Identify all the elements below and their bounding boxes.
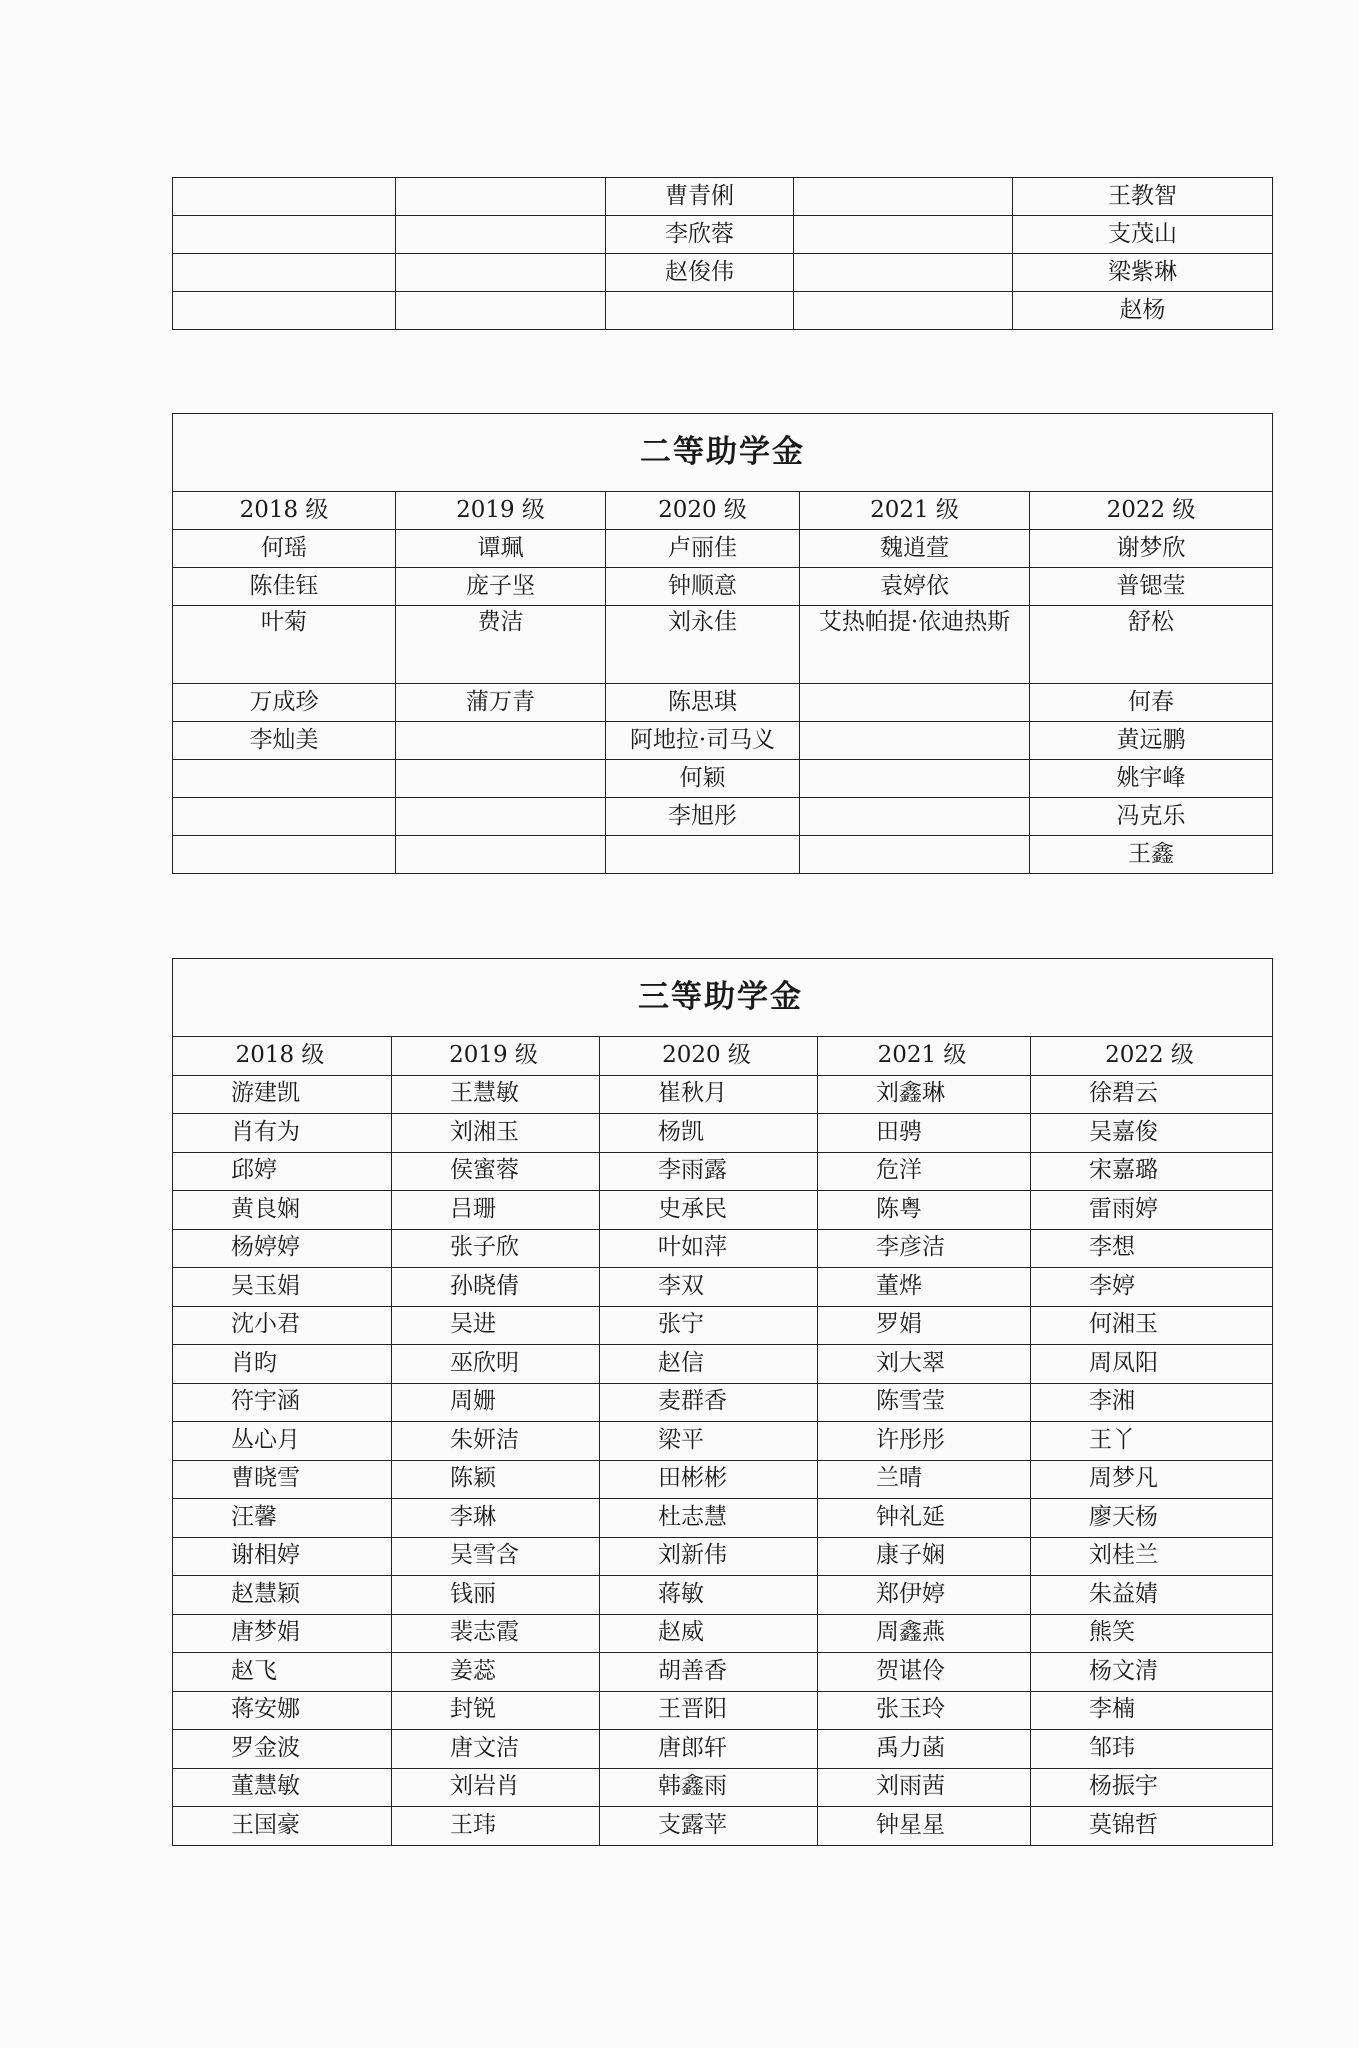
- header-row: [173, 492, 1273, 530]
- table-cell: 刘新伟: [600, 1537, 818, 1576]
- table-row: [173, 1460, 1273, 1499]
- table-cell: 庞子坚: [396, 568, 606, 606]
- table-cell: 周鑫燕: [818, 1614, 1031, 1653]
- table-cell: 杨凯: [600, 1114, 818, 1153]
- table-cell: 陈粤: [818, 1191, 1031, 1230]
- table-cell: 唐郎轩: [600, 1730, 818, 1769]
- column-header: 2019 级: [396, 492, 606, 530]
- table-cell: 张玉玲: [818, 1691, 1031, 1730]
- t3-body: [173, 959, 1273, 1846]
- table-cell: 杨婷婷: [173, 1229, 392, 1268]
- table-row: [173, 1383, 1273, 1422]
- column-header: 2020 级: [600, 1037, 818, 1076]
- table-row: [173, 1653, 1273, 1692]
- table-row: [173, 1537, 1273, 1576]
- table-cell: 裴志霞: [392, 1614, 600, 1653]
- table-cell: [396, 292, 606, 330]
- table-cell: 周梦凡: [1031, 1460, 1273, 1499]
- column-header: 2018 级: [173, 1037, 392, 1076]
- table-row: [173, 1152, 1273, 1191]
- table-row: [173, 530, 1273, 568]
- table-row: [173, 1345, 1273, 1384]
- table-cell: 陈雪莹: [818, 1383, 1031, 1422]
- column-header: 2021 级: [818, 1037, 1031, 1076]
- table-row: [173, 760, 1273, 798]
- table-row: [173, 216, 1273, 254]
- table-cell: 钟星星: [818, 1807, 1031, 1846]
- table-cell: 刘岩肖: [392, 1768, 600, 1807]
- table-cell: 吴雪含: [392, 1537, 600, 1576]
- table-cell: 贺谌伶: [818, 1653, 1031, 1692]
- table-cell: 赵威: [600, 1614, 818, 1653]
- header-row: [173, 1037, 1273, 1076]
- table-cell: 万成珍: [173, 684, 396, 722]
- table-cell: [173, 760, 396, 798]
- table-cell: 孙晓倩: [392, 1268, 600, 1307]
- table-cell: 冯克乐: [1030, 798, 1273, 836]
- table-row: [173, 836, 1273, 874]
- table-cell: 叶如萍: [600, 1229, 818, 1268]
- table-cell: 汪馨: [173, 1499, 392, 1538]
- table-cell: [800, 760, 1030, 798]
- table-row: [173, 1730, 1273, 1769]
- table-cell: 李灿美: [173, 722, 396, 760]
- table-row: [173, 1191, 1273, 1230]
- table-cell: 曹晓雪: [173, 1460, 392, 1499]
- table-cell: 唐文洁: [392, 1730, 600, 1769]
- table-cell: 普锶莹: [1030, 568, 1273, 606]
- column-header: 2018 级: [173, 492, 396, 530]
- second-grant-table: [172, 413, 1273, 874]
- table-cell: 王教智: [1013, 178, 1273, 216]
- table-cell: 李雨露: [600, 1152, 818, 1191]
- table-cell: 吴玉娟: [173, 1268, 392, 1307]
- table-cell: [396, 254, 606, 292]
- table-cell: 肖有为: [173, 1114, 392, 1153]
- table-cell: 王晋阳: [600, 1691, 818, 1730]
- table-cell: 姚宇峰: [1030, 760, 1273, 798]
- table-cell: 姜蕊: [392, 1653, 600, 1692]
- t2-body: [173, 414, 1273, 874]
- table-cell: 符宇涵: [173, 1383, 392, 1422]
- table-cell: 袁婷依: [800, 568, 1030, 606]
- table-cell: 禹力菡: [818, 1730, 1031, 1769]
- table-cell: 何湘玉: [1031, 1306, 1273, 1345]
- table-cell: 唐梦娟: [173, 1614, 392, 1653]
- table-cell: 陈佳钰: [173, 568, 396, 606]
- table-cell: [800, 684, 1030, 722]
- table-cell: 王慧敏: [392, 1075, 600, 1114]
- table-cell: [396, 836, 606, 874]
- table-cell: 李旭彤: [606, 798, 800, 836]
- table-cell: [173, 254, 396, 292]
- table-row: [173, 1422, 1273, 1461]
- table-cell: 支茂山: [1013, 216, 1273, 254]
- column-header: 2019 级: [392, 1037, 600, 1076]
- table-cell: 舒松: [1030, 606, 1273, 684]
- table-cell: 沈小君: [173, 1306, 392, 1345]
- table-cell: 吴嘉俊: [1031, 1114, 1273, 1153]
- table-cell: 游建凯: [173, 1075, 392, 1114]
- table-cell: 卢丽佳: [606, 530, 800, 568]
- first-grant-table-continued: [172, 177, 1273, 330]
- table-cell: 董慧敏: [173, 1768, 392, 1807]
- table-cell: 田骋: [818, 1114, 1031, 1153]
- table-cell: 危洋: [818, 1152, 1031, 1191]
- table-cell: 曹青俐: [606, 178, 794, 216]
- table-cell: 邱婷: [173, 1152, 392, 1191]
- table-cell: 王国豪: [173, 1807, 392, 1846]
- table-cell: 田彬彬: [600, 1460, 818, 1499]
- section-title: 二等助学金: [173, 414, 1273, 492]
- table-cell: 刘湘玉: [392, 1114, 600, 1153]
- table-cell: [800, 836, 1030, 874]
- table-cell: 罗娟: [818, 1306, 1031, 1345]
- table-cell: [396, 760, 606, 798]
- table-cell: 刘永佳: [606, 606, 800, 684]
- table-cell: 董烨: [818, 1268, 1031, 1307]
- table-row: [173, 178, 1273, 216]
- table-cell: 肖昀: [173, 1345, 392, 1384]
- table-cell: 黄良娴: [173, 1191, 392, 1230]
- table-cell: [794, 254, 1013, 292]
- table-cell: 许彤彤: [818, 1422, 1031, 1461]
- table-cell: 李彦洁: [818, 1229, 1031, 1268]
- table-cell: [794, 216, 1013, 254]
- table-cell: 钱丽: [392, 1576, 600, 1615]
- table-cell: 韩鑫雨: [600, 1768, 818, 1807]
- table-row: [173, 684, 1273, 722]
- table-cell: 周凤阳: [1031, 1345, 1273, 1384]
- table-cell: 赵飞: [173, 1653, 392, 1692]
- table-cell: 丛心月: [173, 1422, 392, 1461]
- table-cell: 徐碧云: [1031, 1075, 1273, 1114]
- table-cell: 谢梦欣: [1030, 530, 1273, 568]
- table-row: [173, 1229, 1273, 1268]
- table-cell: 李湘: [1031, 1383, 1273, 1422]
- table-cell: 李想: [1031, 1229, 1273, 1268]
- table-cell: 杨振宇: [1031, 1768, 1273, 1807]
- table-cell: 周姗: [392, 1383, 600, 1422]
- table-cell: 史承民: [600, 1191, 818, 1230]
- table-row: [173, 1075, 1273, 1114]
- table-cell: 支露苹: [600, 1807, 818, 1846]
- table-cell: 谢相婷: [173, 1537, 392, 1576]
- table-cell: 费洁: [396, 606, 606, 684]
- table-cell: 张子欣: [392, 1229, 600, 1268]
- table-cell: 何颖: [606, 760, 800, 798]
- table-cell: 廖天杨: [1031, 1499, 1273, 1538]
- table-cell: 巫欣明: [392, 1345, 600, 1384]
- section-title: 三等助学金: [173, 959, 1273, 1037]
- table-cell: 赵信: [600, 1345, 818, 1384]
- table-cell: 朱益婧: [1031, 1576, 1273, 1615]
- table-cell: 何瑶: [173, 530, 396, 568]
- table-cell: 黄远鹏: [1030, 722, 1273, 760]
- table-cell: 李欣蓉: [606, 216, 794, 254]
- table-cell: 吴进: [392, 1306, 600, 1345]
- table-cell: 兰晴: [818, 1460, 1031, 1499]
- table-cell: 杨文清: [1031, 1653, 1273, 1692]
- table-cell: 陈颖: [392, 1460, 600, 1499]
- table-cell: [800, 722, 1030, 760]
- table-cell: 罗金波: [173, 1730, 392, 1769]
- table-cell: 李双: [600, 1268, 818, 1307]
- table-cell: 钟顺意: [606, 568, 800, 606]
- table-cell: [173, 798, 396, 836]
- table-cell: 李楠: [1031, 1691, 1273, 1730]
- column-header: 2022 级: [1031, 1037, 1273, 1076]
- table-cell: 艾热帕提·依迪热斯: [800, 606, 1030, 684]
- table-cell: 张宁: [600, 1306, 818, 1345]
- table-cell: [173, 836, 396, 874]
- table-cell: 杜志慧: [600, 1499, 818, 1538]
- table-cell: 刘桂兰: [1031, 1537, 1273, 1576]
- table-cell: 钟礼延: [818, 1499, 1031, 1538]
- table-cell: 宋嘉璐: [1031, 1152, 1273, 1191]
- table-cell: 熊笑: [1031, 1614, 1273, 1653]
- table-cell: 王鑫: [1030, 836, 1273, 874]
- table-row: [173, 1306, 1273, 1345]
- table-cell: 莫锦哲: [1031, 1807, 1273, 1846]
- table-cell: 谭珮: [396, 530, 606, 568]
- table-cell: 阿地拉·司马义: [606, 722, 800, 760]
- table-cell: [396, 178, 606, 216]
- table-cell: 叶菊: [173, 606, 396, 684]
- t1-body: [173, 178, 1273, 330]
- table-cell: [173, 216, 396, 254]
- table-cell: 刘鑫琳: [818, 1075, 1031, 1114]
- table-cell: 梁紫琳: [1013, 254, 1273, 292]
- table-cell: 刘大翠: [818, 1345, 1031, 1384]
- table-cell: [606, 292, 794, 330]
- table-cell: [396, 216, 606, 254]
- table-row: [173, 568, 1273, 606]
- table-cell: 崔秋月: [600, 1075, 818, 1114]
- table-cell: 李琳: [392, 1499, 600, 1538]
- table-cell: 赵杨: [1013, 292, 1273, 330]
- table-cell: 陈思琪: [606, 684, 800, 722]
- table-cell: 蒋敏: [600, 1576, 818, 1615]
- table-row: [173, 1614, 1273, 1653]
- table-cell: 郑伊婷: [818, 1576, 1031, 1615]
- table-row: [173, 606, 1273, 684]
- table-cell: 赵慧颖: [173, 1576, 392, 1615]
- table-cell: [173, 292, 396, 330]
- table-cell: 何春: [1030, 684, 1273, 722]
- table-cell: [794, 178, 1013, 216]
- table-cell: 邹玮: [1031, 1730, 1273, 1769]
- column-header: 2020 级: [606, 492, 800, 530]
- table-cell: 李婷: [1031, 1268, 1273, 1307]
- table-row: [173, 254, 1273, 292]
- table-row: [173, 292, 1273, 330]
- column-header: 2021 级: [800, 492, 1030, 530]
- table-cell: 雷雨婷: [1031, 1191, 1273, 1230]
- table-cell: 朱妍洁: [392, 1422, 600, 1461]
- table-row: [173, 1691, 1273, 1730]
- table-cell: 刘雨茜: [818, 1768, 1031, 1807]
- table-cell: 蒋安娜: [173, 1691, 392, 1730]
- table-cell: 封锐: [392, 1691, 600, 1730]
- table-row: [173, 1768, 1273, 1807]
- table-cell: [800, 798, 1030, 836]
- table-cell: 蒲万青: [396, 684, 606, 722]
- table-cell: 胡善香: [600, 1653, 818, 1692]
- table-row: [173, 1807, 1273, 1846]
- table-row: [173, 1499, 1273, 1538]
- table-row: [173, 798, 1273, 836]
- table-cell: 侯蜜蓉: [392, 1152, 600, 1191]
- table-row: [173, 1114, 1273, 1153]
- table-row: [173, 1268, 1273, 1307]
- table-cell: 吕珊: [392, 1191, 600, 1230]
- table-cell: [396, 722, 606, 760]
- table-cell: [396, 798, 606, 836]
- table-cell: 赵俊伟: [606, 254, 794, 292]
- table-cell: 康子娴: [818, 1537, 1031, 1576]
- table-cell: 麦群香: [600, 1383, 818, 1422]
- table-row: [173, 1576, 1273, 1615]
- column-header: 2022 级: [1030, 492, 1273, 530]
- table-cell: [606, 836, 800, 874]
- table-cell: 魏逍萱: [800, 530, 1030, 568]
- table-cell: 王丫: [1031, 1422, 1273, 1461]
- table-cell: [794, 292, 1013, 330]
- table-cell: 王玮: [392, 1807, 600, 1846]
- third-grant-table: [172, 958, 1273, 1846]
- table-row: [173, 722, 1273, 760]
- table-cell: [173, 178, 396, 216]
- table-cell: 梁平: [600, 1422, 818, 1461]
